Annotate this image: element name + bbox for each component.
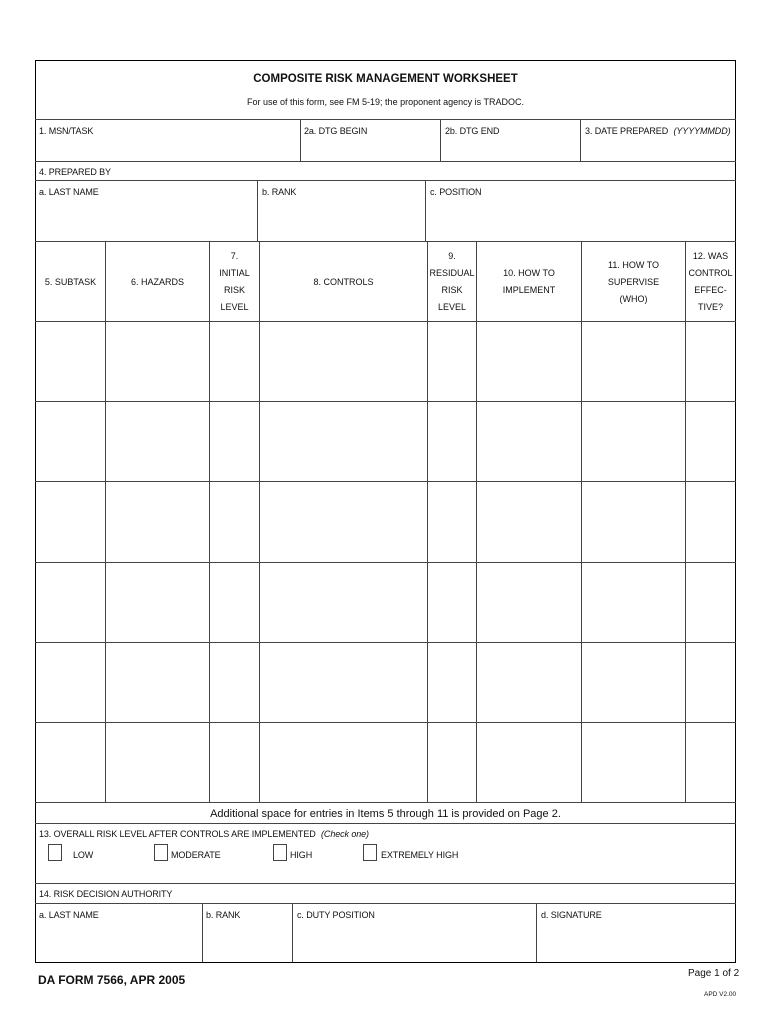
decision-rank-label: b. RANK (206, 910, 241, 920)
col-controls-text: 8. CONTROLS (313, 276, 374, 287)
dtg-end-label: 2b. DTG END (445, 126, 500, 136)
decision-duty-position-label: c. DUTY POSITION (297, 910, 375, 920)
moderate-label: MODERATE (171, 850, 221, 860)
extremely-high-checkbox[interactable] (363, 844, 377, 861)
overall-risk-heading (39, 829, 369, 839)
prepared-rank-label: b. RANK (262, 187, 297, 197)
prepared-last-name-field[interactable] (36, 181, 257, 241)
prepared-rank-field[interactable] (258, 181, 425, 241)
col-subtask-header (36, 242, 105, 322)
msn-task-field[interactable] (36, 120, 300, 161)
extremely-high-label: EXTREMELY HIGH (381, 850, 459, 860)
subtask-cell[interactable] (36, 402, 105, 481)
subtask-cell[interactable] (36, 723, 105, 802)
decision-last-name-field[interactable] (36, 904, 202, 962)
form-identifier: DA FORM 7566, APR 2005 (38, 973, 186, 987)
low-label: LOW (73, 850, 94, 860)
dtg-begin-field[interactable] (301, 120, 440, 161)
col-control-effective-header (686, 242, 735, 322)
msn-task-label: 1. MSN/TASK (39, 126, 94, 136)
prepared-position-label: c. POSITION (430, 187, 482, 197)
how-to-supervise-cell[interactable] (582, 482, 685, 561)
controls-cell[interactable] (260, 322, 427, 401)
additional-space-note: Additional space for entries in Items 5 through 11 is provided on Page 2. (210, 808, 561, 820)
how-to-implement-cell[interactable] (477, 322, 581, 401)
high-checkbox[interactable] (273, 844, 287, 861)
subtask-cell[interactable] (36, 482, 105, 561)
control-effective-cell[interactable] (686, 482, 735, 561)
col-hazards-header (106, 242, 209, 322)
date-format-hint: (YYYYMMDD) (673, 126, 731, 136)
decision-signature-label: d. SIGNATURE (541, 910, 602, 920)
residual-risk-cell[interactable] (428, 402, 476, 481)
prepared-last-name-label: a. LAST NAME (39, 187, 99, 197)
control-effective-cell[interactable] (686, 723, 735, 802)
col-hazards-text: 6. HAZARDS (130, 276, 184, 287)
how-to-supervise-cell[interactable] (582, 322, 685, 401)
how-to-supervise-cell[interactable] (582, 563, 685, 642)
moderate-checkbox[interactable] (154, 844, 168, 861)
version-label: APD V2.00 (704, 991, 737, 998)
subtask-cell[interactable] (36, 643, 105, 722)
how-to-supervise-cell[interactable] (582, 723, 685, 802)
residual-risk-cell[interactable] (428, 643, 476, 722)
how-to-implement-cell[interactable] (477, 402, 581, 481)
residual-risk-cell[interactable] (428, 322, 476, 401)
control-effective-cell[interactable] (686, 643, 735, 722)
overall-risk-instruction: (Check one) (321, 829, 369, 839)
col-residual-risk-header (428, 242, 476, 322)
col-how-to-implement-header (477, 242, 581, 322)
initial-risk-cell[interactable] (210, 482, 259, 561)
control-effective-cell[interactable] (686, 563, 735, 642)
initial-risk-cell[interactable] (210, 723, 259, 802)
decision-duty-position-field[interactable] (293, 904, 536, 962)
how-to-implement-cell[interactable] (477, 563, 581, 642)
form-title: COMPOSITE RISK MANAGEMENT WORKSHEET (253, 73, 518, 85)
control-effective-cell[interactable] (686, 322, 735, 401)
decision-signature-field[interactable] (537, 904, 735, 962)
rule (35, 823, 736, 824)
decision-last-name-label: a. LAST NAME (39, 910, 99, 920)
low-checkbox[interactable] (48, 844, 62, 861)
col-how-to-implement-text: 10. HOW TO IMPLEMENT (502, 268, 556, 295)
rule (35, 802, 736, 803)
col-controls-header (260, 242, 427, 322)
form-subtitle: For use of this form, see FM 5-19; the proponent agency is TRADOC. (247, 97, 524, 107)
residual-risk-cell[interactable] (428, 723, 476, 802)
col-how-to-supervise-header (582, 242, 685, 322)
rule (35, 161, 736, 162)
date-prepared-field[interactable] (581, 120, 735, 161)
col-subtask-text: 5. SUBTASK (44, 276, 97, 287)
col-how-to-supervise-text: 11. HOW TO SUPERVISE (WHO) (607, 259, 660, 304)
controls-cell[interactable] (260, 723, 427, 802)
hazards-cell[interactable] (106, 563, 209, 642)
hazards-cell[interactable] (106, 402, 209, 481)
controls-cell[interactable] (260, 563, 427, 642)
controls-cell[interactable] (260, 482, 427, 561)
decision-rank-field[interactable] (203, 904, 292, 962)
col-control-effective-text: 12. WAS CONTROL EFFEC- TIVE? (688, 251, 733, 312)
residual-risk-cell[interactable] (428, 563, 476, 642)
hazards-cell[interactable] (106, 643, 209, 722)
how-to-implement-cell[interactable] (477, 643, 581, 722)
initial-risk-cell[interactable] (210, 563, 259, 642)
initial-risk-cell[interactable] (210, 322, 259, 401)
col-initial-risk-text: 7. INITIAL RISK LEVEL (219, 251, 250, 312)
prepared-position-field[interactable] (426, 181, 735, 241)
residual-risk-cell[interactable] (428, 482, 476, 561)
hazards-cell[interactable] (106, 322, 209, 401)
how-to-supervise-cell[interactable] (582, 402, 685, 481)
controls-cell[interactable] (260, 643, 427, 722)
initial-risk-cell[interactable] (210, 402, 259, 481)
control-effective-cell[interactable] (686, 402, 735, 481)
risk-decision-heading: 14. RISK DECISION AUTHORITY (39, 889, 173, 899)
date-prepared-text: 3. DATE PREPARED (585, 126, 669, 136)
how-to-supervise-cell[interactable] (582, 643, 685, 722)
subtask-cell[interactable] (36, 322, 105, 401)
col-residual-risk-text: 9. RESIDUAL RISK LEVEL (429, 251, 475, 312)
initial-risk-cell[interactable] (210, 643, 259, 722)
prepared-by-heading: 4. PREPARED BY (39, 167, 111, 177)
page-number: Page 1 of 2 (688, 968, 740, 979)
hazards-cell[interactable] (106, 482, 209, 561)
hazards-cell[interactable] (106, 723, 209, 802)
dtg-begin-label: 2a. DTG BEGIN (304, 126, 368, 136)
how-to-implement-cell[interactable] (477, 482, 581, 561)
subtask-cell[interactable] (36, 563, 105, 642)
controls-cell[interactable] (260, 402, 427, 481)
col-initial-risk-header (210, 242, 259, 322)
rule (35, 883, 736, 884)
dtg-end-field[interactable] (441, 120, 580, 161)
how-to-implement-cell[interactable] (477, 723, 581, 802)
overall-risk-heading-text: 13. OVERALL RISK LEVEL AFTER CONTROLS ARE IMPLEMENTED (39, 829, 316, 839)
high-label: HIGH (290, 850, 313, 860)
